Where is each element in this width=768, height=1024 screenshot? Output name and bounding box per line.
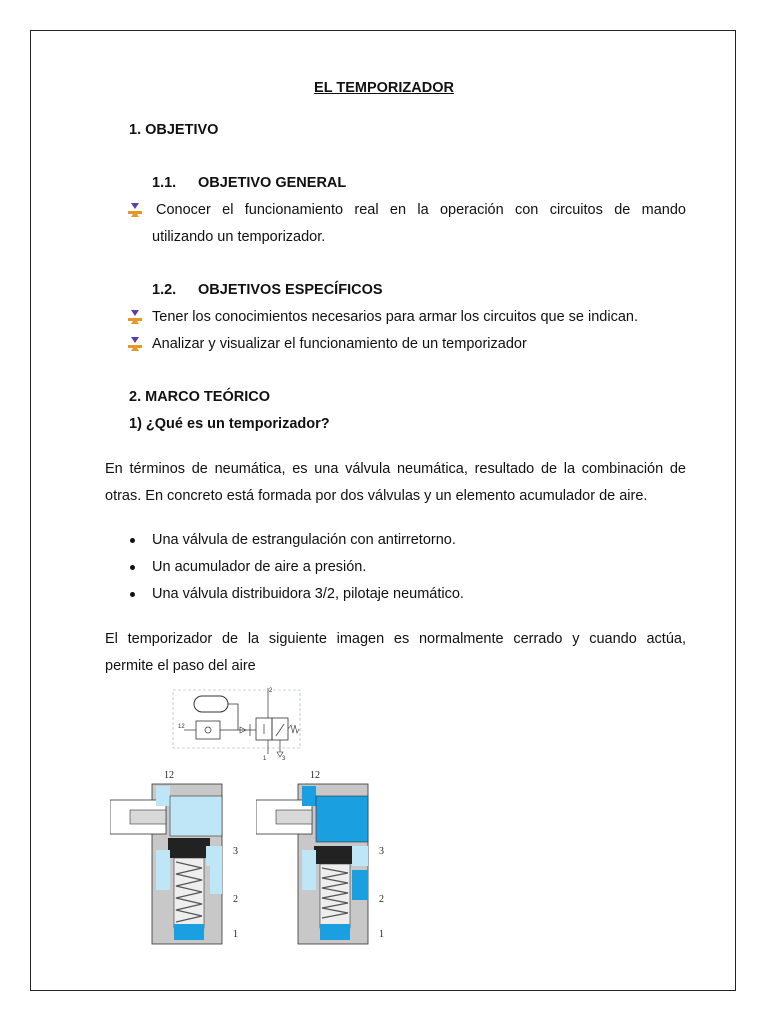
valve-cross-section-rest [110, 766, 250, 946]
valve-cross-section-actuated [256, 766, 396, 946]
question-heading: 1) ¿Qué es un temporizador? [129, 416, 330, 432]
bullet-dot [130, 592, 135, 597]
objective-general-line-2: utilizando un temporizador. [152, 229, 326, 245]
paragraph-2-line-1: El temporizador de la siguiente imagen es normalmente cerrado y cuando actúa, [105, 631, 686, 647]
specific-objective-2: Analizar y visualizar el funcionamiento de un temporizador [152, 336, 527, 352]
section-1-2-number: 1.2. [152, 282, 177, 298]
bullet-dot [130, 538, 135, 543]
section-1-2-heading: OBJETIVOS ESPECÍFICOS [198, 282, 383, 298]
list-item: Una válvula de estrangulación con antirretorno. [152, 532, 456, 548]
section-2-heading: 2. MARCO TEÓRICO [129, 389, 270, 405]
valve-left-port-12-label: 12 [164, 770, 174, 781]
list-item: Una válvula distribuidora 3/2, pilotaje neumático. [152, 586, 464, 602]
symbol-port-12-label: 12 [178, 724, 185, 730]
section-1-heading: 1. OBJETIVO [129, 122, 219, 138]
bullet-dot [130, 565, 135, 570]
paragraph-1-line-1: En términos de neumática, es una válvula neumática, resultado de la combinación de [105, 461, 686, 477]
list-item: Un acumulador de aire a presión. [152, 559, 367, 575]
valve-right-port-1-label: 1 [379, 929, 384, 940]
bullet-arrow-icon [128, 310, 142, 324]
valve-left-port-1-label: 1 [233, 929, 238, 940]
section-1-1-heading: OBJETIVO GENERAL [198, 175, 347, 191]
symbol-port-3-label: 3 [282, 756, 286, 762]
symbol-port-2-label: 2 [269, 688, 273, 694]
valve-left-port-2-label: 2 [233, 894, 238, 905]
section-1-1-number: 1.1. [152, 175, 177, 191]
valve-right-port-3-label: 3 [379, 846, 384, 857]
specific-objective-1: Tener los conocimientos necesarios para armar los circuitos que se indican. [152, 309, 638, 325]
paragraph-2-line-2: permite el paso del aire [105, 658, 256, 674]
bullet-arrow-icon [128, 337, 142, 351]
valve-right-port-12-label: 12 [310, 770, 320, 781]
timer-pneumatic-symbol [172, 686, 302, 762]
valve-left-port-3-label: 3 [233, 846, 238, 857]
symbol-port-1-label: 1 [263, 756, 267, 762]
document-title: EL TEMPORIZADOR [314, 80, 454, 96]
valve-right-port-2-label: 2 [379, 894, 384, 905]
paragraph-1-line-2: otras. En concreto está formada por dos válvulas y un elemento acumulador de aire. [105, 488, 648, 504]
bullet-arrow-icon [128, 203, 142, 217]
objective-general-line-1: Conocer el funcionamiento real en la operación con circuitos de mando [156, 202, 686, 218]
